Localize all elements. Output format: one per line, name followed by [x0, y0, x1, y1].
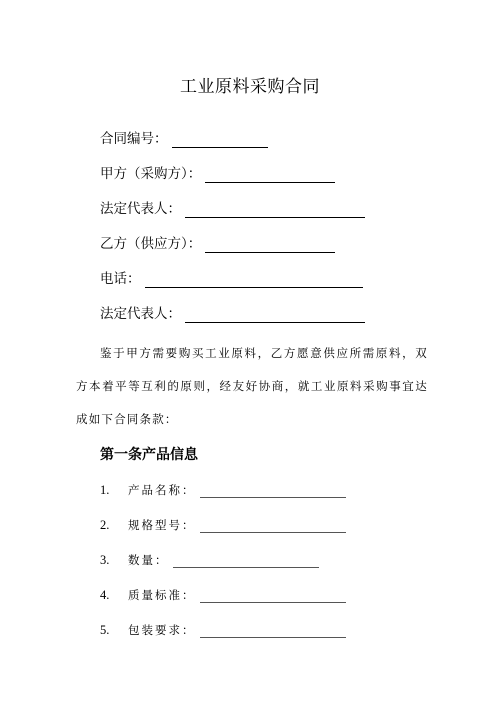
party-a-label: 甲方（采购方）： — [100, 166, 202, 182]
packaging-blank[interactable] — [200, 625, 346, 638]
item-number: 5. — [100, 623, 110, 637]
contract-number-label: 合同编号： — [100, 131, 168, 147]
packaging-item — [100, 622, 346, 638]
phone-blank[interactable] — [145, 273, 363, 288]
quality-standard-blank[interactable] — [200, 590, 346, 603]
document-title: 工业原料采购合同 — [180, 77, 320, 97]
item-label: 包装要求： — [128, 623, 196, 637]
party-a-representative-field — [100, 200, 365, 218]
phone-label: 电话： — [100, 271, 141, 287]
contract-number-field — [100, 130, 268, 148]
party-a-blank[interactable] — [205, 168, 335, 183]
product-name-item — [100, 482, 346, 498]
item-label: 产品名称： — [128, 483, 196, 497]
party-b-blank[interactable] — [205, 238, 335, 253]
contract-number-blank[interactable] — [172, 133, 268, 148]
item-number: 3. — [100, 553, 110, 567]
spec-model-item — [100, 517, 346, 533]
item-label: 规格型号： — [128, 518, 196, 532]
party-a-field — [100, 165, 335, 183]
phone-field — [100, 270, 363, 288]
party-b-representative-field — [100, 305, 365, 323]
item-number: 1. — [100, 483, 110, 497]
item-label: 质量标准： — [128, 588, 196, 602]
section-heading: 第一条产品信息 — [100, 447, 198, 463]
item-label: 数量： — [128, 553, 169, 567]
spec-model-blank[interactable] — [200, 520, 346, 533]
quantity-item — [100, 552, 319, 568]
party-b-representative-label: 法定代表人： — [100, 306, 181, 322]
party-b-label: 乙方（供应方）： — [100, 236, 202, 252]
quantity-blank[interactable] — [173, 555, 319, 568]
product-name-blank[interactable] — [200, 485, 346, 498]
party-a-representative-label: 法定代表人： — [100, 201, 181, 217]
party-b-field — [100, 235, 335, 253]
item-number: 2. — [100, 518, 110, 532]
intro-paragraph: 鉴于甲方需要购买工业原料，乙方愿意供应所需原料，双方本着平等互利的原则，经友好协商，就工业原料采购事宜达成如下合同条款： — [76, 346, 428, 426]
party-b-representative-blank[interactable] — [185, 308, 365, 323]
item-number: 4. — [100, 588, 110, 602]
quality-standard-item — [100, 587, 346, 603]
party-a-representative-blank[interactable] — [185, 203, 365, 218]
